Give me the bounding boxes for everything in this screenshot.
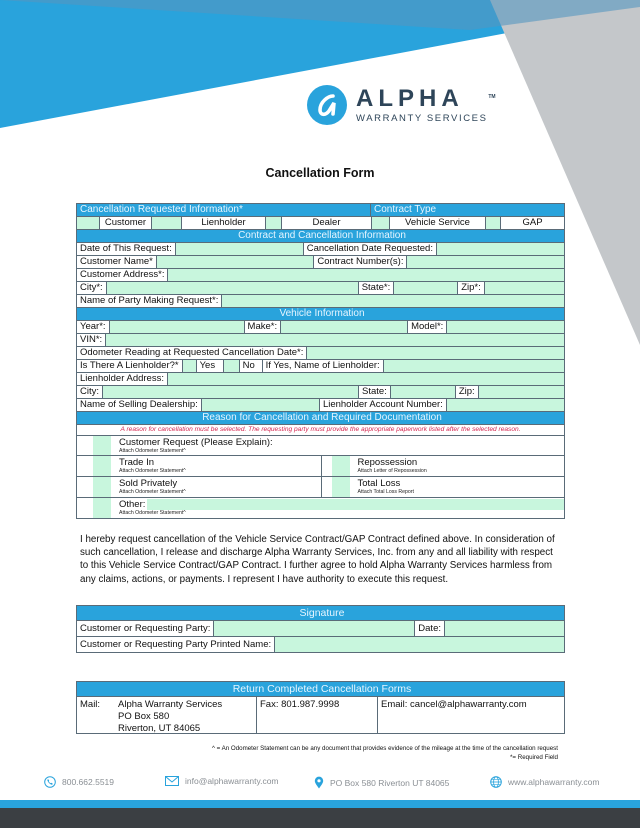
vin-label: VIN*: (77, 334, 106, 346)
return-header (77, 682, 564, 697)
contract-numbers-label: Contract Number(s): (314, 256, 407, 268)
lienholder-question-label: Is There A Lienholder?* (77, 360, 183, 372)
lienholder-state-field[interactable] (391, 386, 456, 398)
contact-web-text[interactable]: www.alphawarranty.com (508, 777, 600, 787)
brand-logo (306, 84, 496, 126)
signature-header (77, 606, 564, 621)
lienholder-address-row (77, 373, 564, 386)
contact-email (165, 776, 279, 786)
contract-info-title: Contract and Cancellation Information (238, 230, 406, 241)
lienholder-zip-label: Zip: (456, 386, 479, 398)
lienholder-city-label: City: (77, 386, 103, 398)
date-of-request-label: Date of This Request: (77, 243, 176, 255)
signature-party-row (77, 621, 564, 637)
reason-note-row (77, 425, 564, 436)
cancellation-date-field[interactable] (437, 243, 564, 255)
footnotes (212, 744, 558, 762)
date-of-request-field[interactable] (176, 243, 304, 255)
total-loss-label: Total Loss (357, 478, 401, 489)
return-forms-table (76, 681, 565, 734)
odometer-label: Odometer Reading at Requested Cancellation Date*: (77, 347, 307, 359)
state-field[interactable] (394, 282, 458, 294)
other-explain-field[interactable] (147, 499, 564, 510)
contact-phone-text: 800.662.5519 (62, 777, 114, 787)
dealership-row (77, 399, 564, 412)
contact-address-text: PO Box 580 Riverton UT 84065 (330, 777, 450, 788)
repossession-label: Repossession (357, 457, 418, 468)
dealer-checkbox[interactable] (266, 217, 282, 229)
dealership-field[interactable] (202, 399, 320, 411)
cancellation-requested-title: Cancellation Requested Information* (77, 204, 371, 216)
customer-name-label: Customer Name* (77, 256, 157, 268)
trade-in-doc-note: Attach Odometer Statement^ (119, 468, 186, 474)
contact-address (314, 776, 449, 789)
lien-account-field[interactable] (447, 399, 564, 411)
reason-sold-loss-row (77, 477, 564, 498)
customer-name-field[interactable] (157, 256, 315, 268)
printed-name-field[interactable] (275, 637, 564, 652)
mail-line-3: Riverton, UT 84065 (118, 723, 201, 733)
model-label: Model*: (408, 321, 447, 333)
year-field[interactable] (110, 321, 245, 333)
trade-in-checkbox[interactable] (93, 456, 111, 476)
form-title: Cancellation Form (265, 166, 375, 180)
party-name-field[interactable] (222, 295, 564, 307)
lienholder-zip-field[interactable] (479, 386, 564, 398)
make-label: Make*: (245, 321, 282, 333)
contract-type-title: Contract Type (374, 204, 437, 215)
signature-party-label: Customer or Requesting Party: (77, 621, 214, 636)
sold-privately-label: Sold Privately (119, 478, 178, 489)
vin-field[interactable] (106, 334, 564, 346)
lienholder-no-checkbox[interactable] (224, 360, 240, 372)
reason-header (77, 412, 564, 425)
year-label: Year*: (77, 321, 110, 333)
request-options-row (77, 217, 564, 230)
location-pin-icon (314, 776, 324, 789)
return-details-row (77, 697, 564, 734)
reason-trade-repo-row (77, 456, 564, 477)
city-label: City*: (77, 282, 107, 294)
lienholder-name-field[interactable] (384, 360, 564, 372)
email-icon (165, 776, 179, 786)
reason-title: Reason for Cancellation and Required Documentation (202, 412, 442, 423)
zip-field[interactable] (485, 282, 564, 294)
mail-line-2: PO Box 580 (118, 711, 170, 722)
gap-checkbox[interactable] (486, 217, 501, 229)
mail-address-cell (77, 697, 257, 733)
lienholder-address-label: Lienholder Address: (77, 373, 168, 385)
other-checkbox[interactable] (93, 498, 111, 518)
signature-title: Signature (299, 607, 345, 619)
signature-table (76, 605, 565, 653)
contract-info-header (77, 230, 564, 243)
lienholder-question-row (77, 360, 564, 373)
other-doc-note: Attach Odometer Statement^ (119, 510, 186, 516)
lienholder-name-label: If Yes, Name of Lienholder: (263, 360, 384, 372)
repossession-checkbox[interactable] (332, 456, 350, 476)
alpha-logo-icon (306, 84, 348, 126)
dealer-option-label: Dealer (282, 217, 372, 229)
customer-address-label: Customer Address*: (77, 269, 168, 281)
odometer-row (77, 347, 564, 360)
vehicle-info-header (77, 308, 564, 321)
signature-party-field[interactable] (214, 621, 415, 636)
customer-request-label: Customer Request (Please Explain): (119, 437, 273, 448)
fax-number: Fax: 801.987.9998 (257, 697, 378, 733)
model-field[interactable] (447, 321, 564, 333)
return-title: Return Completed Cancellation Forms (232, 683, 412, 695)
signature-date-field[interactable] (445, 621, 564, 636)
gap-option-label: GAP (522, 217, 543, 228)
globe-icon (490, 776, 502, 788)
other-label: Other: (119, 499, 146, 510)
vehicle-info-title: Vehicle Information (279, 308, 365, 319)
customer-address-field[interactable] (168, 269, 564, 281)
lienholder-city-row (77, 386, 564, 399)
footer-dark-bar (0, 808, 640, 828)
signature-date-label: Date: (415, 621, 445, 636)
lienholder-yes-checkbox[interactable] (183, 360, 197, 372)
printed-name-row (77, 637, 564, 653)
customer-checkbox[interactable] (77, 217, 100, 229)
reason-customer-request-row (77, 436, 564, 456)
mail-line-1: Alpha Warranty Services (118, 699, 223, 710)
printed-name-label: Customer or Requesting Party Printed Name: (77, 637, 275, 652)
total-loss-doc-note: Attach Total Loss Report (357, 489, 414, 495)
trade-in-label: Trade In (119, 457, 155, 468)
phone-icon (44, 776, 56, 788)
request-dates-row (77, 243, 564, 256)
cancellation-form-table (76, 203, 565, 519)
lien-account-label: Lienholder Account Number: (320, 399, 447, 411)
lienholder-no-label: No (240, 360, 263, 372)
logo-name: ALPHA (356, 84, 464, 112)
lienholder-option-label: Lienholder (182, 217, 266, 229)
contact-web (490, 776, 600, 788)
release-paragraph: I hereby request cancellation of the Vehicle Service Contract/GAP Contract defined above. In consideration of such cancellation, I release and discharge Alpha Warranty Services, Inc. from any and all liability with respect to this Vehicle Service Contract/GAP Contract. I further agree to hold Alpha Warranty Services harmless from any claims, actions, or payments. I represent I have authority to execute this request. (80, 534, 555, 585)
vehicle-service-checkbox[interactable] (372, 217, 390, 229)
customer-option-label: Customer (100, 217, 152, 229)
lienholder-state-label: State: (359, 386, 391, 398)
zip-label: Zip*: (458, 282, 485, 294)
sold-privately-doc-note: Attach Odometer Statement^ (119, 489, 186, 495)
lienholder-city-field[interactable] (103, 386, 359, 398)
make-field[interactable] (281, 321, 408, 333)
party-name-label: Name of Party Making Request*: (77, 295, 222, 307)
odometer-footnote: ^ = An Odometer Statement can be any document that provides evidence of the mileage at the time of the cancellation request (211, 745, 558, 752)
lienholder-yes-label: Yes (197, 360, 224, 372)
contact-email-text[interactable]: info@alphawarranty.com (185, 776, 279, 786)
contract-numbers-field[interactable] (407, 256, 564, 268)
mail-label: Mail: (80, 699, 101, 710)
customer-name-row (77, 256, 564, 269)
vehicle-ymm-row (77, 321, 564, 334)
contact-phone (44, 776, 114, 788)
footer-blue-bar (0, 800, 640, 808)
vehicle-service-option-label: Vehicle Service (390, 217, 486, 229)
odometer-field[interactable] (307, 347, 564, 359)
logo-trademark: TM (488, 93, 496, 100)
customer-address-row (77, 269, 564, 282)
customer-request-doc-note: Attach Odometer Statement^ (119, 448, 186, 454)
lienholder-checkbox[interactable] (152, 217, 182, 229)
repossession-doc-note: Attach Letter of Repossession (357, 468, 427, 474)
required-footnote: *= Required Field (510, 754, 558, 761)
logo-subtitle: WARRANTY SERVICES (356, 112, 488, 124)
cancel-email: Email: cancel@alphawarranty.com (381, 699, 527, 710)
lienholder-address-field[interactable] (168, 373, 564, 385)
reason-note: A reason for cancellation must be selected. The requesting party must provide the appropriate paperwork listed after the selected reason. (120, 426, 521, 433)
customer-city-row (77, 282, 564, 295)
sold-privately-checkbox[interactable] (93, 477, 111, 497)
customer-request-checkbox[interactable] (93, 436, 111, 455)
total-loss-checkbox[interactable] (332, 477, 350, 497)
city-field[interactable] (107, 282, 359, 294)
party-name-row (77, 295, 564, 308)
reason-other-row (77, 498, 564, 519)
vin-row (77, 334, 564, 347)
dealership-label: Name of Selling Dealership: (77, 399, 202, 411)
state-label: State*: (359, 282, 395, 294)
cancellation-date-label: Cancellation Date Requested: (304, 243, 437, 255)
cancellation-requested-header (77, 204, 564, 217)
